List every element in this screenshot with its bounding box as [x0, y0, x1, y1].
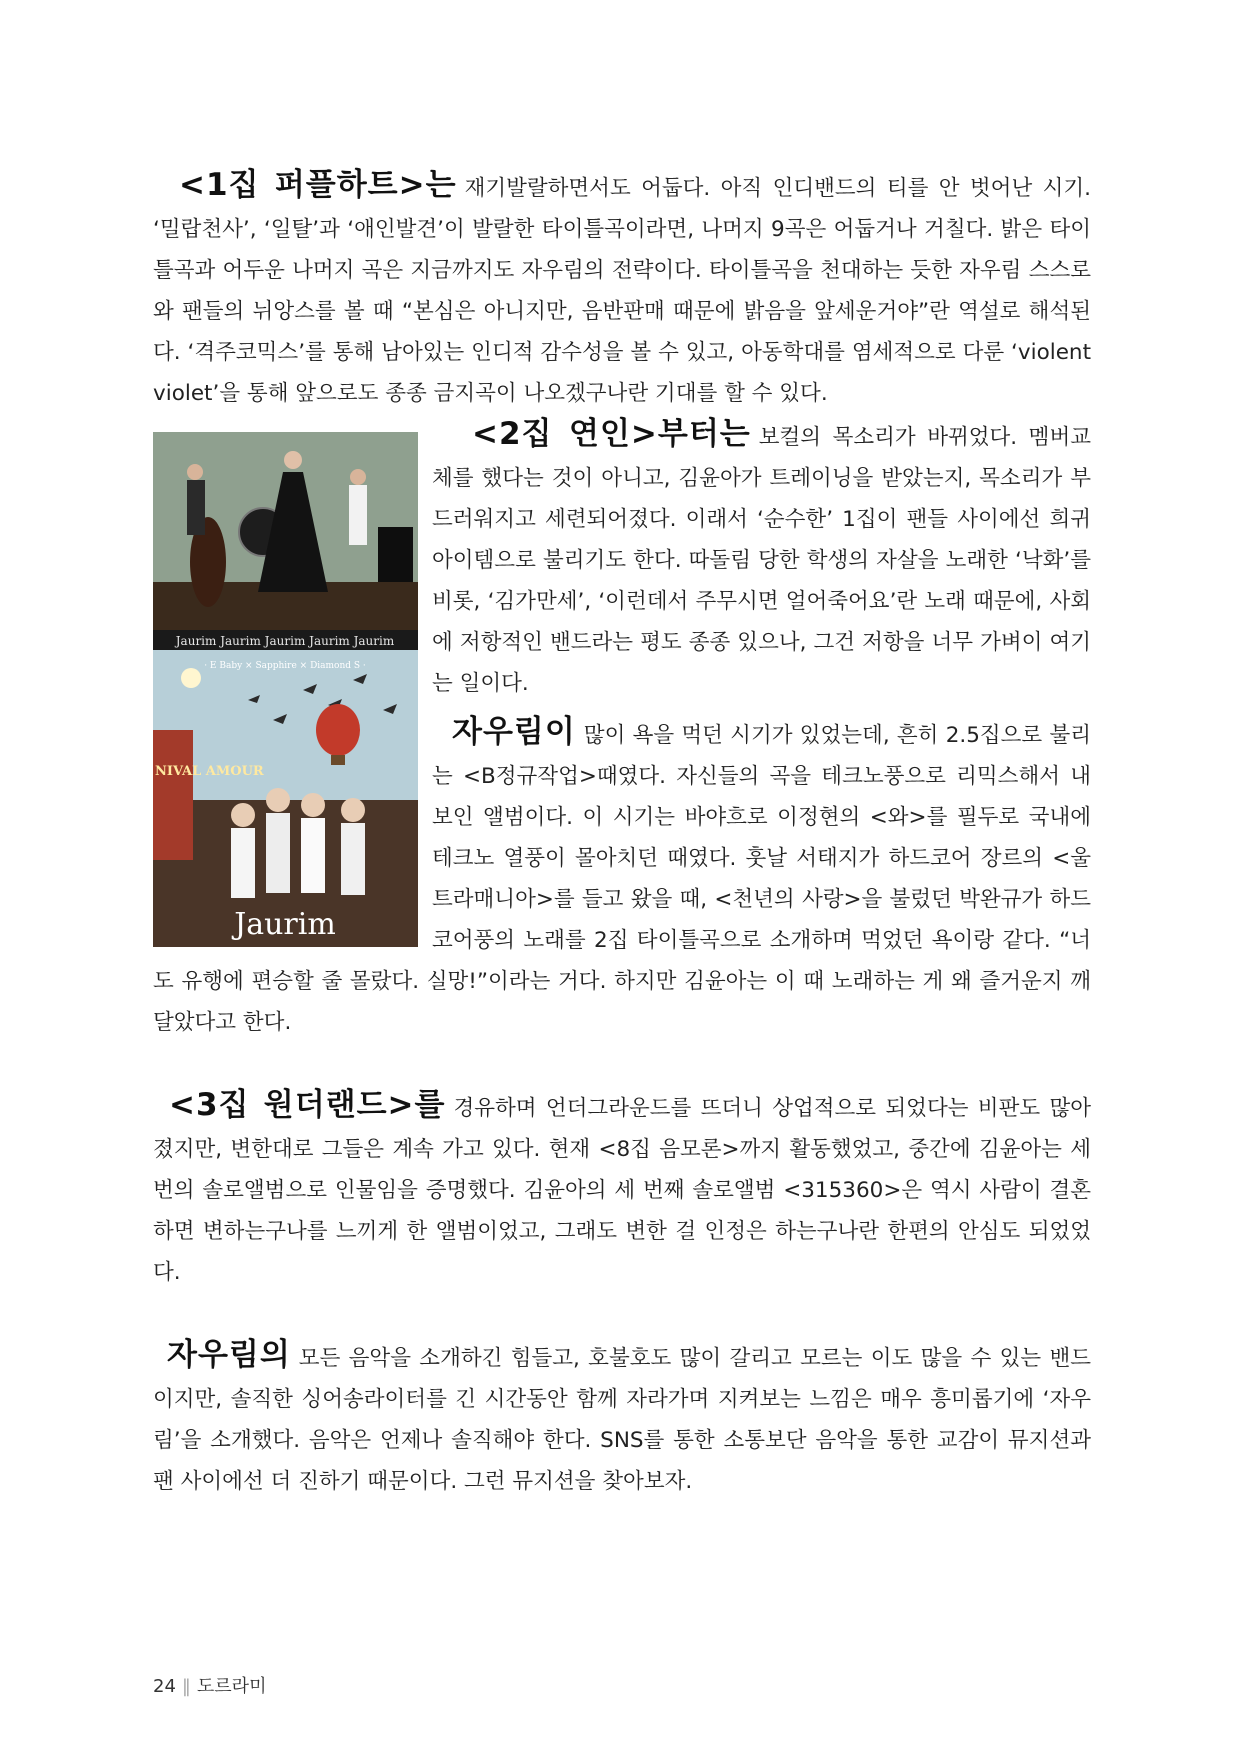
page-footer — [153, 1672, 266, 1698]
band-photo-stage — [153, 432, 418, 650]
band-photo-album-cover — [153, 650, 418, 947]
cover-sign: NIVAL AMOUR — [155, 764, 264, 779]
paragraph-text: 경유하며 언더그라운드를 뜨더니 상업적으로 되었다는 비판도 많아졌지만, 변한대로 그들은 계속 가고 있다. 현재 <8집 음모론>까지 활동했었고, 중간에 김윤아는 세 번의 솔로앨범으로 인물임을 증명했다. 김윤아의 세 번째 솔로앨범 <315360>은 역시 사람이 결혼하면 변하는구나를 느끼게 한 앨범이었고, 그래도 변한 걸 인정은 하는구나란 한편의 안심도 되었었다. — [153, 1096, 1091, 1285]
magazine-name: 도르라미 — [196, 1676, 267, 1697]
paragraph-lead: 자우림이 — [452, 714, 576, 750]
page-number: 24 — [153, 1676, 176, 1697]
paragraph-text: 보컬의 목소리가 바뀌었다. 멤버교체를 했다는 것이 아니고, 김윤아가 트레이닝을 받았는지, 목소리가 부드러워지고 세련되어졌다. 이래서 ‘순수한’ 1집이 팬들 사이에선 희귀아이템으로 불리기도 한다. 따돌림 당한 학생의 자살을 노래한 ‘낙화’를 비롯, ‘김가만세’, ‘이런데서 주무시면 얼어죽어요’란 노래 때문에, 사회에 저항적인 밴드라는 평도 종종 있으나, 그건 저항을 너무 가벼이 여기는 일이다. — [432, 425, 1091, 696]
cover-subtitle: · E Baby × Sapphire × Diamond S · — [204, 661, 366, 671]
photo-caption: Jaurim Jaurim Jaurim Jaurim Jaurim — [175, 634, 395, 648]
footer-separator: ‖ — [181, 1676, 191, 1697]
jaurim-logo: Jaurim — [234, 907, 336, 942]
paragraph-lead: <3집 원더랜드>를 — [169, 1087, 446, 1123]
paragraph-lead: <1집 퍼플하트>는 — [179, 167, 457, 203]
paragraph-lead: 자우림의 — [167, 1337, 291, 1373]
paragraph-conclusion — [153, 1335, 1091, 1502]
article-body — [153, 165, 1091, 1502]
paragraph-text: 재기발랄하면서도 어둡다. 아직 인디밴드의 티를 안 벗어난 시기. ‘밀랍천사’, ‘일탈’과 ‘애인발견’이 발랄한 타이틀곡이라면, 나머지 9곡은 어둡거나 거칠다. 밝은 타이틀곡과 어두운 나머지 곡은 지금까지도 자우림의 전략이다. 타이틀곡을 천대하는 듯한 자우림 스스로와 팬들의 뉘앙스를 볼 때 “본심은 아니지만, 음반판매 때문에 밝음을 앞세운거야”란 역설로 해석된다. ‘격주코믹스’를 통해 남아있는 인디적 감수성을 볼 수 있고, 아동학대를 염세적으로 다룬 ‘violent violet’을 통해 앞으로도 종종 금지곡이 나오겠구나란 기대를 할 수 있다. — [153, 176, 1091, 406]
paragraph-text: 모든 음악을 소개하긴 힘들고, 호불호도 많이 갈리고 모르는 이도 많을 수 있는 밴드이지만, 솔직한 싱어송라이터를 긴 시간동안 함께 자라가며 지켜보는 느낌은 매우 흥미롭기에 ‘자우림’을 소개했다. 음악은 언제나 솔직해야 한다. SNS를 통한 소통보단 음악을 통한 교감이 뮤지션과 팬 사이에선 더 진하기 때문이다. 그런 뮤지션을 찾아보자. — [153, 1346, 1091, 1494]
paragraph-lead: <2집 연인>부터는 — [472, 416, 751, 452]
paragraph-album-3 — [153, 1085, 1091, 1293]
photo-column — [153, 432, 418, 947]
paragraph-text: 많이 욕을 먹던 시기가 있었는데, 흔히 2.5집으로 불리는 <B정규작업>때였다. 자신들의 곡을 테크노풍으로 리믹스해서 내보인 앨범이다. 이 시기는 바야흐로 이정현의 <와>를 필두로 국내에 테크노 열풍이 몰아치던 때였다. 훗날 서태지가 하드코어 장르의 <울트라매니아>를 들고 왔을 때, <천년의 사랑>을 불렀던 박완규가 하드코어풍의 노래를 2집 타이틀곡으로 소개하며 먹었던 욕이랑 같다. “너도 유행에 편승할 줄 몰랐다. 실망!”이라는 거다. 하지만 김윤아는 이 때 노래하는 게 왜 즐거운지 깨달았다고 한다. — [153, 723, 1091, 1035]
paragraph-album-1 — [153, 165, 1091, 414]
